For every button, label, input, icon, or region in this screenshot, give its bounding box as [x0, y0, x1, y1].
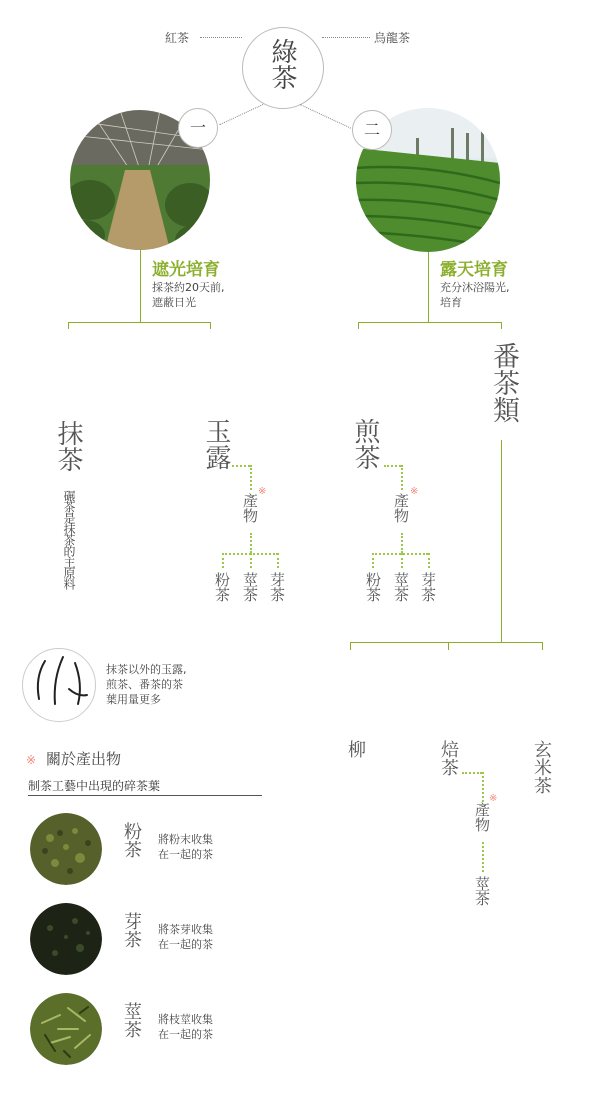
connector [542, 642, 543, 650]
connector [68, 322, 69, 329]
connector [250, 553, 252, 568]
legend-desc-line: 在一起的茶 [158, 1028, 213, 1041]
sencha-child: 莖茶 [392, 572, 410, 602]
legend-item-desc [158, 1012, 213, 1042]
connector [372, 553, 374, 568]
connector [384, 465, 401, 467]
connector [210, 322, 211, 329]
note-text [106, 662, 187, 707]
powder-tea-photo [30, 813, 102, 885]
shade-desc-line: 採茶約20天前, [152, 281, 225, 294]
bancha-bar [350, 642, 542, 643]
branch1-bar [68, 322, 210, 323]
connector [232, 465, 250, 467]
green-tea-circle [242, 27, 324, 109]
connector [322, 37, 370, 38]
legend-desc-line: 在一起的茶 [158, 938, 213, 951]
gyokuro-child: 芽茶 [268, 572, 286, 602]
connector [219, 104, 263, 125]
branch2-bar [358, 322, 501, 323]
matcha-sub: 碾茶是抹茶的主原料 [62, 490, 76, 589]
note-line: 抹茶以外的玉露, [106, 663, 187, 676]
gyokuro-child: 莖茶 [241, 572, 259, 602]
connector [462, 772, 482, 774]
product-mark: ※ [258, 486, 267, 497]
shade-desc-line: 遮蔽日光 [152, 296, 196, 309]
legend-desc-line: 在一起的茶 [158, 848, 213, 861]
black-tea-label: 紅茶 [165, 31, 190, 45]
connector [482, 842, 484, 872]
badge-one [178, 108, 218, 148]
oolong-label: 烏龍茶 [374, 31, 411, 45]
shade-title: 遮光培育 [152, 260, 220, 280]
sencha-title: 煎茶 [350, 418, 380, 470]
houji-title: 焙茶 [438, 740, 459, 776]
connector [448, 642, 449, 650]
connector [222, 553, 224, 568]
gyokuro-child: 粉茶 [213, 572, 231, 602]
connector [482, 772, 484, 802]
sencha-product: 產物 [392, 493, 410, 523]
open-title: 露天培育 [440, 260, 508, 280]
legend-item-name: 芽茶 [121, 912, 142, 948]
legend-mark: ※ [26, 753, 37, 767]
connector [401, 553, 403, 568]
legend-desc-line: 將茶芽收集 [158, 923, 213, 936]
connector [358, 322, 359, 329]
legend-item-name: 粉茶 [121, 822, 142, 858]
matcha-title: 抹茶 [53, 420, 83, 472]
legend-title: 關於產出物 [46, 750, 122, 768]
gyokuro-product: 產物 [241, 493, 259, 523]
connector [501, 322, 502, 329]
connector [372, 553, 428, 555]
genmai-title: 玄米茶 [531, 740, 552, 794]
sencha-child: 芽茶 [419, 572, 437, 602]
connector [401, 533, 403, 553]
connector [401, 465, 403, 490]
badge-two-label: 二 [364, 120, 381, 139]
open-desc [440, 280, 510, 310]
branch2-line [428, 252, 429, 322]
connector [250, 465, 252, 490]
legend-item-desc [158, 922, 213, 952]
yanagi-title: 柳 [345, 740, 366, 758]
houji-child: 莖茶 [473, 876, 491, 906]
connector [300, 104, 351, 129]
legend-desc-line: 將枝莖收集 [158, 1013, 213, 1026]
legend-divider [28, 795, 262, 796]
shade-desc [152, 280, 225, 310]
badge-two [352, 110, 392, 150]
green-tea-title: 綠茶 [267, 38, 297, 90]
legend-desc-line: 將粉末收集 [158, 833, 213, 846]
legend-subtitle: 制茶工藝中出現的碎茶葉 [28, 779, 161, 793]
sencha-child: 粉茶 [364, 572, 382, 602]
badge-one-label: 一 [190, 118, 207, 137]
houji-product: 產物 [473, 802, 491, 832]
connector [277, 553, 279, 568]
branch1-line [140, 250, 141, 322]
stem-tea-photo [30, 993, 102, 1065]
product-mark: ※ [489, 793, 498, 804]
product-mark: ※ [410, 486, 419, 497]
connector [350, 642, 351, 650]
bancha-title: 番茶類 [488, 342, 519, 423]
bud-tea-photo [30, 903, 102, 975]
open-desc-line: 充分沐浴陽光, [440, 281, 510, 294]
legend-item-desc [158, 832, 213, 862]
gyokuro-title: 玉露 [201, 418, 231, 470]
open-desc-line: 培育 [440, 296, 462, 309]
leaf-strokes-illustration [22, 648, 96, 722]
connector [250, 533, 252, 553]
connector [428, 553, 430, 568]
note-line: 葉用量更多 [106, 693, 161, 706]
connector [200, 37, 242, 38]
note-line: 煎茶、番茶的茶 [106, 678, 183, 691]
legend-item-name: 莖茶 [121, 1002, 142, 1038]
connector [501, 440, 502, 642]
